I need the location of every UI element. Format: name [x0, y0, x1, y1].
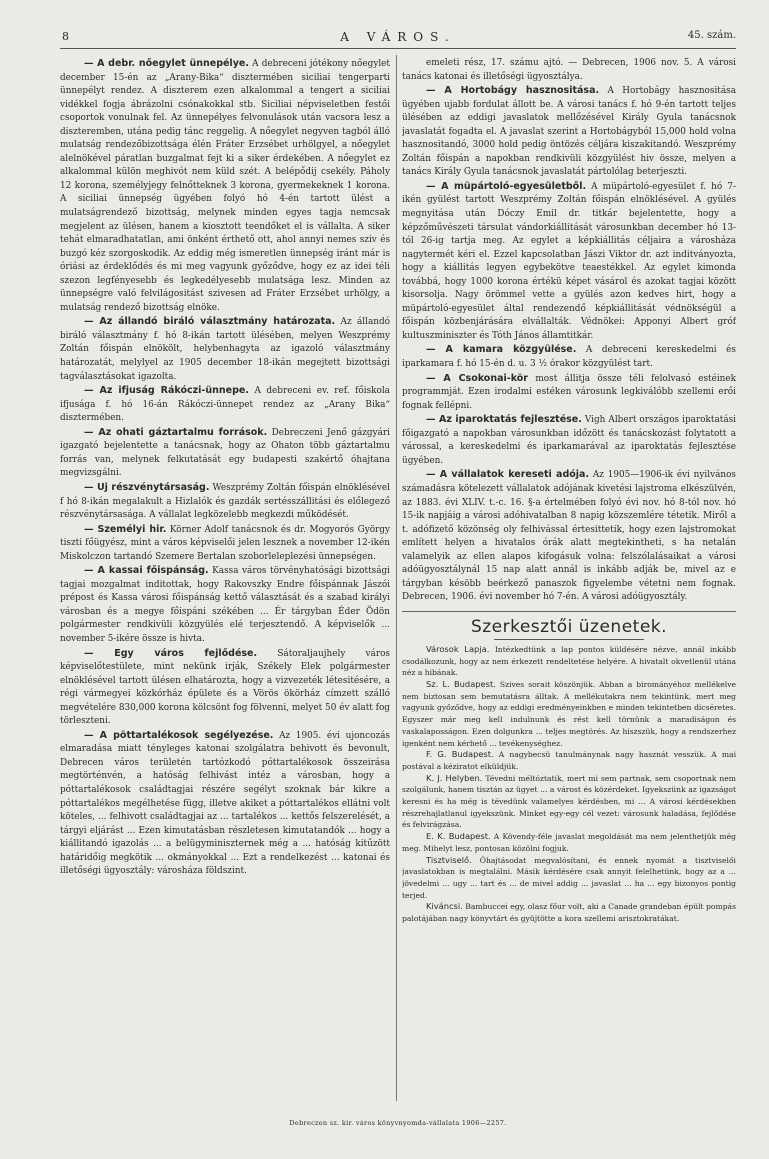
editor-note-recipient: Sz. L. Budapest. [426, 678, 496, 689]
editor-note-text: Óhajtásodat megvalósítani, és ennek nyomát a tisztviselői javaslatokban is megtalálni. Másik kérdésére csak annyit felelhetünk, hogy az a ... jövedelmi ... ugy ... tart és ... de mivel addig ... javaslat ... ha ... egy bizonyos pontig terjed. [402, 855, 736, 900]
article [402, 372, 736, 414]
article [402, 57, 736, 84]
editor-note-text: Bambuccei egy, olasz főur volt, aki a Canade grandeban épült pompás palotájában nagy könyvtárt és gyüjtötte a kora szellemi arisztokratákat. [402, 902, 736, 924]
article-body: A Hortobágy hasznositása ügyében ujabb fordulat állott be. A városi tanács f. hó 9-én tartott teljes ülésében az eddigi javaslatok mellőzésével Király Gyula tanácsnok javaslatát fogadta el. A javaslat szerint a Hortobágyból 15,000 hold volna hasznositandó, 3000 hold pedig öntözés céljára kiszakitandó. Weszprémy Zoltán főispán a napokban rendkivüli közgyülést hiv össze, melyen a tanács Király Gyula tanácsnok javaslatát pártolólag beterjeszti. [402, 86, 736, 178]
article-headline: — Egy város fejlődése. [84, 647, 258, 659]
article-body: Weszprémy Zoltán főispán elnöklésével f hó 8-ikán megalakult a Hizlalók és gazdák sertésszállitási és előlegező részvénytársasága. A vállalat legközelebb megkezdi működését. [60, 482, 390, 521]
editor-section-title: Szerkesztői üzenetek. [470, 616, 668, 637]
column-divider [396, 55, 397, 1101]
editor-note [402, 644, 736, 679]
article-headline: — A kamara közgyülése. [426, 344, 577, 356]
editor-note [402, 773, 736, 832]
article-headline: — Uj részvénytársaság. [84, 481, 210, 493]
article-headline: — A müpártoló-egyesületből. [426, 180, 587, 192]
editor-note [402, 679, 736, 749]
article-body: A debreceni kereskedelmi és iparkamara f. hó 15-én d. u. 3 ½ órakor közgyülést tart. [402, 345, 736, 370]
article-headline: — A vállalatok kereseti adója. [426, 469, 590, 481]
editor-note [402, 831, 736, 854]
editor-note-text: A nagybecsü tanulmánynak nagy hasznát vesszük. A mai postával a kéziratot elküldjük. [402, 750, 736, 771]
editor-note-recipient: F. G. Budapest. [426, 749, 494, 760]
article [402, 343, 736, 371]
right-articles [402, 57, 736, 605]
article-headline: — Az ohati gáztartalmu források. [84, 426, 268, 438]
article [402, 84, 736, 180]
header-rule [60, 48, 736, 49]
article-body: Vigh Albert országos iparoktatási főigazgató a napokban városunkban időzött és tanácskozást folytatott a várossal, a kereskedelmi és iparkamarával az iparoktatás fejlesztése ügyében. [402, 415, 736, 466]
article [60, 384, 390, 426]
article [60, 57, 390, 315]
page-number: 8 [62, 30, 69, 43]
printer-footer: Debreczen sz. kir. város könyvnyomda-vállalata 1906—2257. [289, 1119, 507, 1127]
editor-note-text: Intézkedtünk a lap pontos küldésére nézve, annál inkább csodálkozunk, hogy az nem érkezett rendeltetése helyére. A hivatalt okvetlenül utána néz a hibának. [402, 644, 736, 678]
article [60, 481, 390, 523]
left-column [60, 57, 390, 1099]
article [402, 180, 736, 344]
article-headline: — A kassai főispánság. [84, 565, 209, 577]
editor-note [402, 855, 736, 902]
issue-number: 45. szám. [687, 30, 736, 41]
editor-note-text: A Kövendy-féle javaslat megoldását ma nem jelenthetjük még meg. Mihelyt lesz, pontosan közölni fogjuk. [402, 832, 736, 853]
article-body: A debreceni jótékony nőegylet december 15-én az „Arany-Bika“ disztermében siciliai tengerparti ünnepélyt rendez. A diszterem ezen alkalommal a tengert a siciliai vidékkel fogja ábrázolni csónakokkal stb. Siciliai népviseletben festői csoportok vonulnak fel. Az ünnepélyes felvonulások után vacsora lesz a diszteremben, utána pedig tánc reggelig. A nőegylet negyven tagból álló mulatság rendezőbizottsága élén Fráter Erzsébet urhölgyel, a nőegylet alelnökével páratlan buzgalmat fejt ki a siker érdekében. A nőegylet ez alkalommal külön meghivót nem küld szét. A belépődij csekély. Páholy 12 korona, személyjegy felnőtteknek 3 korona, gyermekeknek 1 korona. A siciliai ünnepség ügyében folyó hó 4-én tartott ülést a mulatságrendező bizottság, melynek minden egyes tagja nemcsak megjelent az ülésen, hanem a kiosztott teendőket el is vállalta. A siker tehát elmaradhatatlan, ami önként érthető ott, ahol annyi nemes sziv és buzgó kéz szorgoskodik. Az eddig még ismeretlen ünnepség iránt már is óriási az érdeklődés és mi meg vagyunk győződve, hogy ez az idei téli szezon legfényesebb és legkedélyesebb mulatsága lesz. Minden az ünnepségre való felvilágositást szivesen ad Fráter Erzsébet urhölgy, a mulatság rendező bizottság elnöke. [60, 59, 390, 313]
article-headline: — A Hortobágy hasznositása. [426, 85, 600, 97]
article-headline: — Személyi hir. [84, 523, 167, 535]
article-body: emeleti rész, 17. számu ajtó. — Debrecen, 1906 nov. 5. A városi tanács katonai és illetőségi ügyosztálya. [402, 58, 736, 82]
editor-note-text: Szives sorait köszönjük. Abban a birományéhoz mellékelve nem biztosan sem bemutatásra álltak. A mellékutakra nem tekintünk, mert meg vagyunk győződve, hogy az eddigi eredményeinkben e minden tekintetben dicséretes. Egyszer már meg kell indulnunk és rést kell törnünk a maradiságon és vaskalaposságon. Ezen dolgunkra ... teljes megtörés. Az hiszszük, hogy a rendszerhez igenként nem kérhető ... tevékenységhez. [402, 679, 736, 748]
article [60, 729, 390, 879]
article-body: Az 1905. évi ujoncozás elmaradása miatt tényleges katonai szolgálatra behivott és bevonult, Debrecen város területén tartózkodó póttartalékosok összeirása megtörténvén, a hatóság felhivást intéz a városban, hogy a póttartalékosok családtagjai részére segélyt szoknak bár kikre a póttartalékos megélhetése függ, illetve akiket a póttartalékos ellátni volt köteles, ... felhivott családtagjai az ... tartalékos ... kettős felszerelését, a tárgyi eljárást ... Ezen kimutatásban részletesen kimutatandók ... hogy a kiállitandó igazolás ... a belügyminiszternek még a ... hatóság kitűzött határidőig megkötik ... okmányokkal ... Ezt a rendelkezést ... katonai és illetőségi ügyosztály: városháza földszint. [60, 730, 390, 877]
editor-note-text: Tévedni méltóztatik, mert mi sem partnak, sem csoportnak nem szolgálunk, hanem tisztán az ügyet ... a várost és közérdeket. Igyekszünk az igazságot keresni és ha még is tévedünk valamelyes kérdésben, mi ... A városi kérdésekben részrehajlatlanul igyekszünk. Minket egy-egy cél vezet: városunk haladása, fejlődése és felvirágzása. [402, 773, 736, 830]
editor-note [402, 749, 736, 772]
article-headline: — A debr. nőegylet ünnepélye. [84, 58, 249, 69]
article [60, 426, 390, 481]
section-divider [402, 611, 736, 612]
editor-notes [402, 644, 736, 925]
editor-title-underline [494, 639, 644, 640]
article-body: A debreceni ev. ref. főiskola ifjusága f. hó 16-án Rákóczi-ünnepet rendez az „Arany Bika“ disztermében. [60, 386, 390, 424]
article-body: Debreczeni Jenő gázgyári igazgató bejelentette a tanácsnak, hogy az Ohaton több gáztartalmu forrás van, melynek felkutatását egy budapesti szakértő óhajtana megvizsgálni. [60, 427, 390, 479]
editor-note-recipient: Kiváncsi. [426, 901, 463, 912]
article [60, 647, 390, 729]
article-body: Az 1905—1906-ik évi nyilvános számadásra kötelezett vállalatok adójának kivetési lajstroma elkészülvén, az 1883. évi XLIV. t.-c. 16. §-a értelmében folyó évi nov. hó 8-tól nov. hó 15-ik napjáig a városi adóhivatalban 8 napig közszemlére tétetik. Miről a t. adófizető közönség oly felhivással értesittetik, hogy ezen lajstromokat említett helyen a hivatalos órák alatt megtekintheti, s ha netalán valamelyik az ellen alapos kifogásuk volna: felszólalásaikat a városi adóügyosztálynál 15 nap alatt annál is inkább adják be, mivel az e tárgyban késöbb beérkező panaszok figyelembe vétetni nem fognak. Debrecen, 1906. évi november hó 7-én. A városi adóügyosztály. [402, 470, 736, 603]
article-body: Az állandó biráló választmány f. hó 8-ikán tartott ülésében, melyen Weszprémy Zoltán főispán elnökölt, helybenhagyta az igazoló választmány határozatát, melylyel az 1905 december 18-ikán megejtett bizottsági tagválasztásokat igazolta. [60, 317, 390, 382]
article [402, 413, 736, 468]
editor-note-recipient: E. K. Budapest. [426, 831, 491, 842]
article-headline: — Az állandó biráló választmány határozata. [84, 316, 336, 328]
article-body: Kassa város törvényhatósági bizottsági tagjai mozgalmat inditottak, hogy Rakovszky Endre főispánnak Jászói prépost és Kassa városi főispánság kettő választását és a szabad királyi városban és a megye főispáni székében ... Ér tárgyban Éder Ödön polgármester rendkivüli közgyülés elé terjesztendő. A képviselők ... november 5-ikére össze is hivta. [60, 566, 390, 644]
editor-note-recipient: K. J. Helyben. [426, 772, 483, 783]
article-body: Körner Adolf tanácsnok és dr. Mogyorós György tiszti főügyész, mint a város képviselői jelen lesznek a november 12-ikén Miskolczon tartandó Szemere Bertalan szoborleleplezési ünnepségen. [60, 524, 390, 562]
editor-note [402, 901, 736, 924]
editor-note-recipient: Tisztviselő. [426, 854, 472, 865]
article [60, 315, 390, 384]
article-headline: — A pöttartalékosok segélyezése. [84, 729, 274, 741]
right-column [402, 57, 736, 1099]
article [60, 523, 390, 565]
article-headline: — A Csokonai-kör [426, 372, 528, 384]
article [402, 468, 736, 604]
article-headline: — Az ifjuság Rákóczi-ünnepe. [84, 385, 249, 397]
article-headline: — Az iparoktatás fejlesztése. [426, 414, 582, 426]
article-body: A müpártoló-egyesület f. hó 7-ikén gyülést tartott Weszprémy Zoltán főispán elnöklésével. A gyülés megnyitása után Dóczy Emil dr. titkár bejelentette, hogy a képzőművészeti társulat vándorkiállitását városunkban december hó 13-tól 26-ig tartja meg. Az egylet a képkiállitás céljaira a városháza nagytermét kéri el. Ezzel kapcsolatban Jászi Viktor dr. azt inditványozta, hogy a kiállitás legyen egybekötve teaestékkel. Az egylet kimonda továbbá, hogy 1000 korona értékü képet vásárol és azokat tagjai között kisorsolja. Nagy örömmel vette a gyülés azon kedves hirt, hogy a müpártoló-egyesület által rendezendő képkiállitását védnökségül a főispán közbenjárására elvállalták. Védnökei: Apponyi Albert gróf kultuszminiszter és Tóth János államtitkár. [402, 181, 736, 341]
article-body: Sátoraljaujhely város képviselőtestülete, mint nekünk irják, Székely Elek polgármester elnöklésével tartott ülésen elhatározta, hogy a vizvezeték létesitésére, a régi vármegyei közkórház épülete és a Vörös ökörház címzett szálló megvételére 830,000 korona kölcsönt fog fölvenni, melyet 50 év alatt fog törleszteni. [60, 648, 390, 727]
article-body: most állitja össze téli felolvasó estéinek programmját. Ezen irodalmi estéken városunk legkiválóbb szellemi erői fognak fellépni. [402, 373, 736, 411]
editor-note-recipient: Városok Lapja. [426, 643, 490, 654]
page-header [60, 30, 736, 46]
publication-title: A VÁROS. [340, 30, 456, 44]
article [60, 564, 390, 646]
